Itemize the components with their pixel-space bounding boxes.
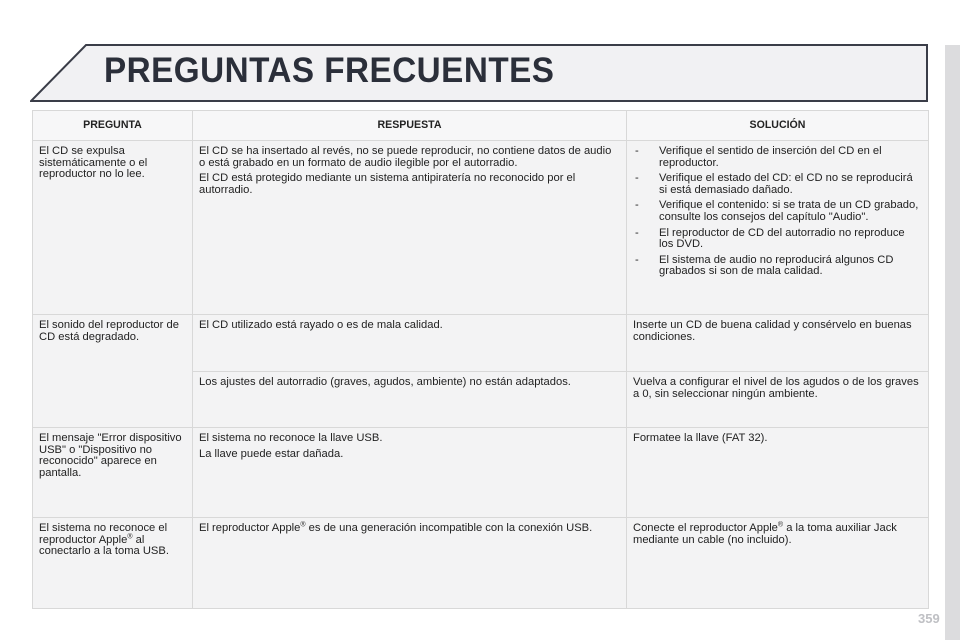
question-cell — [33, 315, 193, 428]
question-cell — [33, 518, 193, 609]
solution-cell — [627, 141, 929, 315]
answer-cell — [193, 518, 627, 609]
solution-item: - Verifique el sentido de inserción del CD en el reproductor. — [633, 146, 922, 169]
solution-cell — [627, 428, 929, 518]
solution-item: - Verifique el contenido: si se trata de un CD grabado, consulte los consejos del capítulo "Audio". — [633, 200, 922, 223]
registered-mark: ® — [300, 521, 306, 529]
solution-text: Formatee la llave (FAT 32). — [633, 432, 768, 444]
solution-cell — [627, 315, 929, 372]
page-title: PREGUNTAS FRECUENTES — [104, 51, 555, 90]
solution-text: Vuelva a configurar el nivel de los agudos o de los graves a 0, sin seleccionar ningún ambiente. — [633, 376, 919, 400]
table-row — [33, 141, 929, 315]
table-row — [33, 428, 929, 518]
question-cell — [33, 141, 193, 315]
solution-item: - El sistema de audio no reproducirá algunos CD grabados si son de mala calidad. — [633, 255, 922, 278]
question-text: El mensaje "Error dispositivo USB" o "Dispositivo no reconocido" aparece en pantalla. — [39, 432, 182, 479]
faq-table — [32, 110, 929, 609]
solution-item: - Verifique el estado del CD: el CD no se reproducirá si está demasiado dañado. — [633, 173, 922, 196]
solution-text-start: Conecte el reproductor Apple — [633, 522, 778, 534]
answer-cell — [193, 372, 627, 428]
registered-mark: ® — [777, 521, 784, 529]
question-cell — [33, 428, 193, 518]
solution-cell — [627, 372, 929, 428]
answer-text: El CD utilizado está rayado o es de mala calidad. — [199, 319, 443, 331]
answer-text: El CD se ha insertado al revés, no se puede reproducir, no contiene datos de audio o está grabado en un formato de audio ilegible por el autorradio. — [199, 145, 612, 169]
page-number: 359 — [918, 611, 940, 626]
answer-cell — [193, 428, 627, 518]
table-header-row — [33, 111, 929, 141]
answer-cell — [193, 141, 627, 315]
answer-text: La llave puede estar dañada. — [199, 447, 344, 460]
table-row — [33, 315, 929, 372]
answer-text: Los ajustes del autorradio (graves, agudos, ambiente) no están adaptados. — [199, 376, 571, 388]
solution-list — [633, 146, 922, 278]
answer-text-end: es de una generación incompatible con la conexión USB. — [305, 522, 593, 534]
column-header-answer: RESPUESTA — [193, 111, 627, 141]
column-header-question: PREGUNTA — [33, 111, 193, 141]
answer-text-start: El reproductor Apple — [199, 522, 301, 534]
question-text-end: al conectarlo a la toma USB. — [39, 533, 169, 558]
answer-text: El sistema no reconoce la llave USB. — [199, 432, 383, 444]
solution-cell — [627, 518, 929, 609]
question-text: El sonido del reproductor de CD está degradado. — [39, 319, 179, 343]
question-text: El CD se expulsa sistemáticamente o el reproductor no lo lee. — [39, 145, 148, 181]
side-strip — [945, 45, 960, 640]
answer-cell — [193, 315, 627, 372]
column-header-solution: SOLUCIÓN — [627, 111, 929, 141]
solution-item: - El reproductor de CD del autorradio no reproduce los DVD. — [633, 228, 922, 251]
answer-text: El CD está protegido mediante un sistema antipiratería no reconocido por el autorradio. — [199, 172, 576, 196]
table-row — [33, 518, 929, 609]
registered-mark: ® — [127, 532, 133, 540]
solution-text-end: a la toma auxiliar Jack mediante un cable (no incluido). — [633, 522, 897, 546]
solution-text: Inserte un CD de buena calidad y consérvelo en buenas condiciones. — [633, 319, 912, 343]
question-text-start: El sistema no reconoce el reproductor Apple — [39, 522, 168, 546]
